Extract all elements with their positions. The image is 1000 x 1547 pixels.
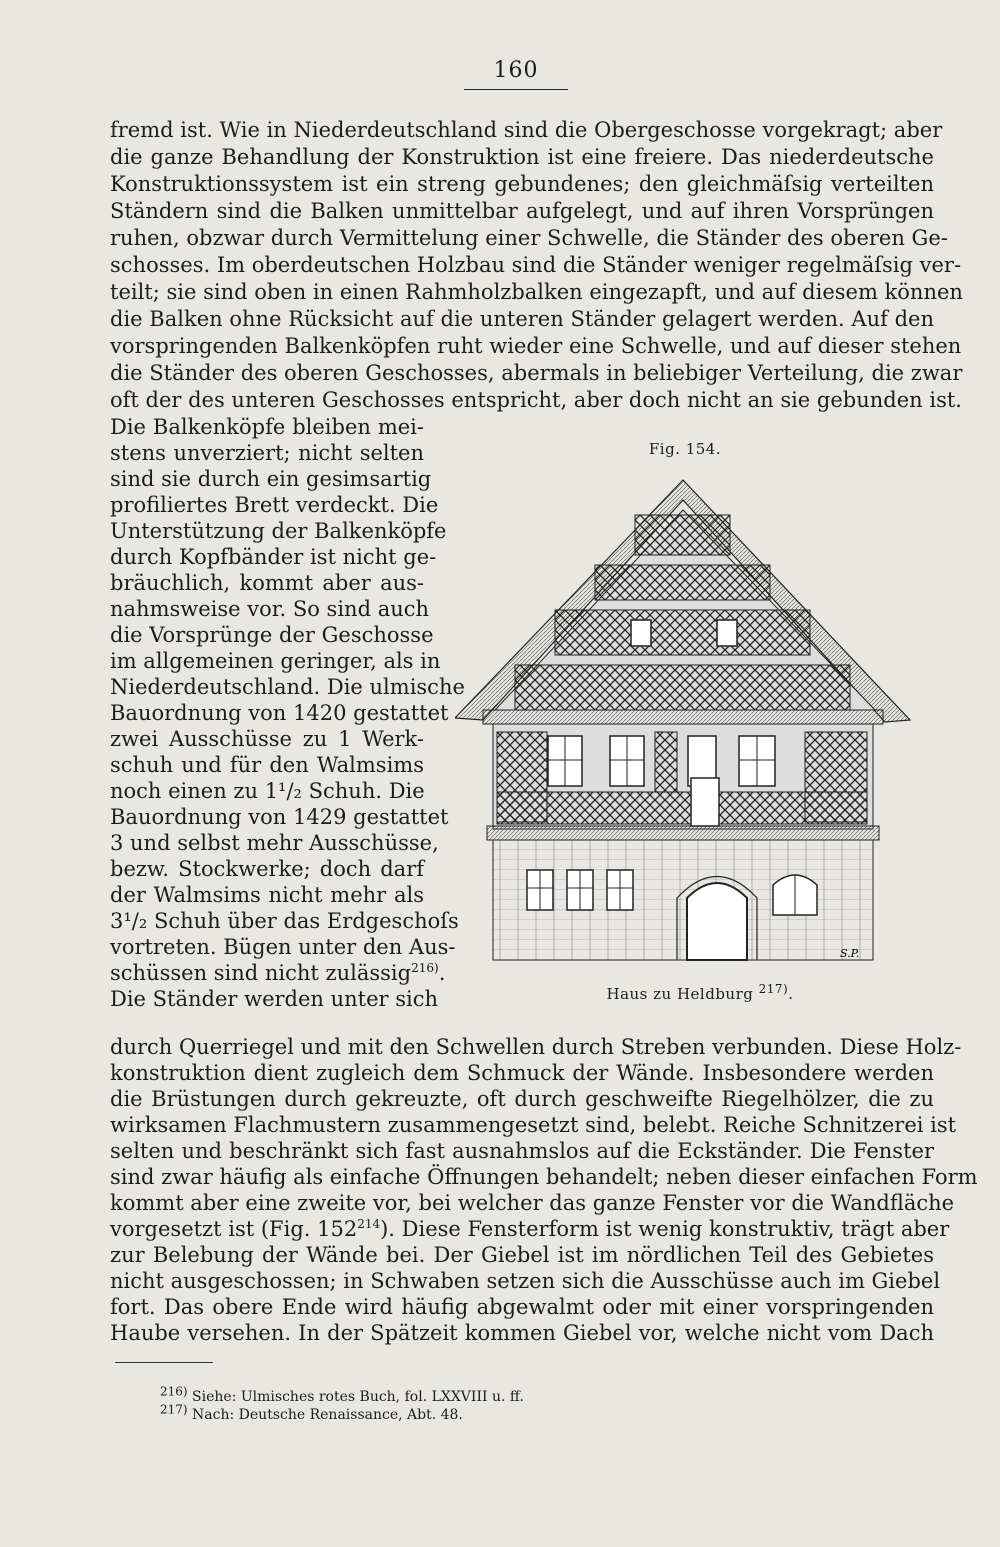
text-line: im allgemeinen geringer, als in bbox=[110, 649, 441, 673]
text-line: zur Belebung der Wände bei. Der Giebel ist im nördlichen Teil des Gebietes bbox=[110, 1243, 934, 1267]
text-line: fort. Das obere Ende wird häufig abgewalmt oder mit einer vorspringenden bbox=[110, 1295, 934, 1319]
text-line: vorspringenden Balkenköpfen ruht wieder eine Schwelle, und auf dieser stehen bbox=[110, 334, 962, 358]
text-line: fremd ist. Wie in Niederdeutschland sind die Obergeschosse vorgekragt; aber bbox=[110, 118, 943, 142]
text-line bbox=[110, 1217, 950, 1241]
text-line: schosses. Im oberdeutschen Holzbau sind die Ständer weniger regelmäſsig ver- bbox=[110, 253, 962, 277]
figure-caption: Haus zu Heldburg $^{217)}$. bbox=[606, 982, 794, 1003]
page-number: 160 bbox=[464, 58, 568, 90]
text-line: sind zwar häufig als einfache Öffnungen behandelt; neben dieser einfachen Form bbox=[110, 1165, 978, 1189]
footnote-217 bbox=[160, 1402, 463, 1424]
text-line: ruhen, obzwar durch Vermittelung einer Schwelle, die Ständer des oberen Ge- bbox=[110, 226, 948, 250]
text-line: nicht ausgeschossen; in Schwaben setzen sich die Ausschüsse auch im Giebel bbox=[110, 1269, 941, 1293]
text-span: schüssen sind nicht zulässig bbox=[110, 961, 412, 985]
text-line: die Vorsprünge der Geschosse bbox=[110, 623, 434, 647]
text-span: vorgesetzt ist (Fig. 152 bbox=[110, 1217, 358, 1241]
caption-text: Haus zu Heldburg bbox=[606, 985, 754, 1003]
text-line: Die Ständer werden unter sich bbox=[110, 987, 439, 1011]
footnote-216 bbox=[160, 1384, 524, 1406]
text-line: die Ständer des oberen Geschosses, abermals in beliebiger Verteilung, die zwar bbox=[110, 361, 963, 385]
text-line: Haube versehen. In der Spätzeit kommen Giebel vor, welche nicht vom Dach bbox=[110, 1321, 934, 1345]
footnote-mark: 217) bbox=[160, 1402, 188, 1417]
text-line: kommt aber eine zweite vor, bei welcher das ganze Fenster vor die Wandfläche bbox=[110, 1191, 955, 1215]
text-line: der Walmsims nicht mehr als bbox=[110, 883, 424, 907]
figure-label: Fig. 154. bbox=[648, 440, 722, 458]
text-line: Konstruktionssystem ist ein streng gebundenes; den gleichmäſsig verteilten bbox=[110, 172, 934, 196]
text-line: die Brüstungen durch gekreuzte, oft durch geschweifte Riegelhölzer, die zu bbox=[110, 1087, 934, 1111]
footnote-ref: 216) bbox=[411, 961, 439, 975]
text-line: teilt; sie sind oben in einen Rahmholzbalken eingezapft, und auf diesem können bbox=[110, 280, 963, 304]
text-line: Niederdeutschland. Die ulmische bbox=[110, 675, 465, 699]
footnote-ref: 214 bbox=[357, 1217, 381, 1231]
text-line: sind sie durch ein gesimsartig bbox=[110, 467, 432, 491]
footnote-text: Siehe: Ulmisches rotes Buch, fol. LXXVIII u. ff. bbox=[187, 1389, 524, 1405]
text-line: durch Kopfbänder ist nicht ge- bbox=[110, 545, 437, 569]
footnote-ref: 217) bbox=[758, 982, 789, 996]
footnote-divider bbox=[115, 1362, 213, 1363]
text-line: konstruktion dient zugleich dem Schmuck der Wände. Insbesondere werden bbox=[110, 1061, 934, 1085]
text-line: nahmsweise vor. So sind auch bbox=[110, 597, 430, 621]
text-line: Die Balkenköpfe bleiben mei- bbox=[110, 415, 424, 439]
text-line: selten und beschränkt sich fast ausnahmslos auf die Eckständer. Die Fenster bbox=[110, 1139, 934, 1163]
house-illustration bbox=[455, 470, 915, 970]
text-line: schuh und für den Walmsims bbox=[110, 753, 424, 777]
signature: S.P. bbox=[840, 947, 860, 960]
text-line: profiliertes Brett verdeckt. Die bbox=[110, 493, 439, 517]
text-line: 3¹/₂ Schuh über das Erdgeschoſs bbox=[110, 909, 459, 933]
text-line: stens unverziert; nicht selten bbox=[110, 441, 424, 465]
text-line: vortreten. Bügen unter den Aus- bbox=[110, 935, 456, 959]
footnote-text: Nach: Deutsche Renaissance, Abt. 48. bbox=[187, 1407, 463, 1423]
text-line: Bauordnung von 1420 gestattet bbox=[110, 701, 449, 725]
text-line: bräuchlich, kommt aber aus- bbox=[110, 571, 424, 595]
text-line: 3 und selbst mehr Ausschüsse, bbox=[110, 831, 439, 855]
text-line: bezw. Stockwerke; doch darf bbox=[110, 857, 424, 881]
text-line: wirksamen Flachmustern zusammengesetzt sind, belebt. Reiche Schnitzerei ist bbox=[110, 1113, 957, 1137]
text-line: die ganze Behandlung der Konstruktion ist eine freiere. Das niederdeutsche bbox=[110, 145, 934, 169]
text-line: die Balken ohne Rücksicht auf die unteren Ständer gelagert werden. Auf den bbox=[110, 307, 934, 331]
text-span: ). Diese Fensterform ist wenig konstruktiv, trägt aber bbox=[380, 1217, 950, 1241]
text-line: durch Querriegel und mit den Schwellen durch Streben verbunden. Diese Holz- bbox=[110, 1035, 962, 1059]
text-line: oft der des unteren Geschosses entspricht, aber doch nicht an sie gebunden ist. bbox=[110, 388, 962, 412]
text-line: Ständern sind die Balken unmittelbar aufgelegt, und auf ihren Vorsprüngen bbox=[110, 199, 934, 223]
text-line: Bauordnung von 1429 gestattet bbox=[110, 805, 449, 829]
text-line: Unterstützung der Balkenköpfe bbox=[110, 519, 447, 543]
text-line: zwei Ausschüsse zu 1 Werk- bbox=[110, 727, 424, 751]
footnote-mark: 216) bbox=[160, 1384, 188, 1399]
text-line: noch einen zu 1¹/₂ Schuh. Die bbox=[110, 779, 425, 803]
text-line: schüssen sind nicht zulässig$^{216)}$. bbox=[110, 961, 446, 985]
